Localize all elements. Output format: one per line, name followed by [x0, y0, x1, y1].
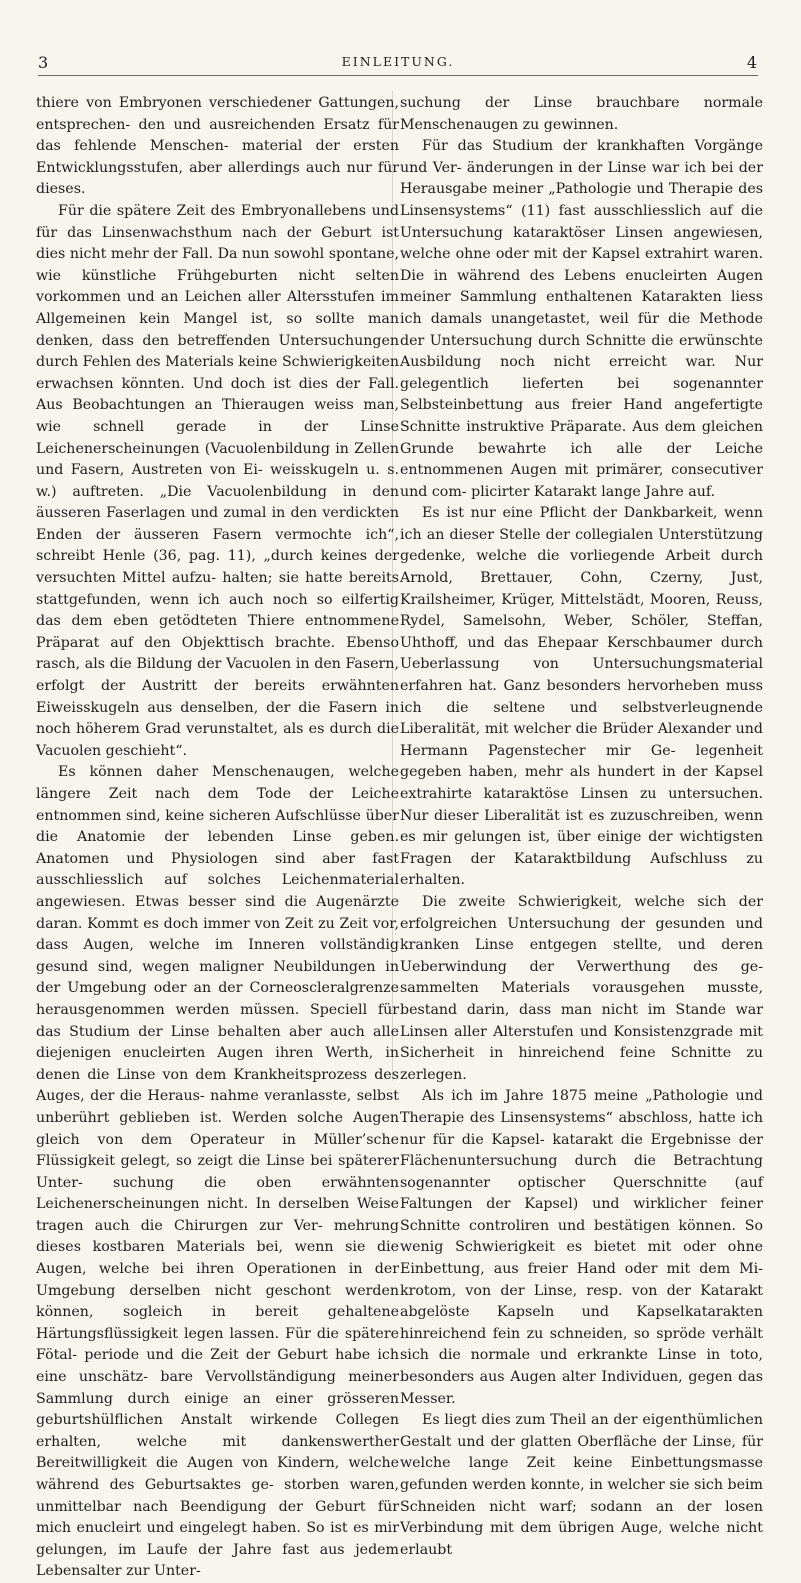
page-header [38, 53, 758, 76]
paragraph: suchung der Linse brauchbare normale Menschenaugen zu gewinnen. [400, 95, 763, 133]
paragraph: Als ich im Jahre 1875 meine „Pathologie und Therapie des Linsensystems“ abschloss, hatte ich nur für die Kapsel- katarakt die Ergebnisse der Flächenuntersuchung durch die Betrachtung sogenannter optischer Querschnitte (auf Faltungen der Kapsel) und wirklicher feiner Schnitte controliren und bestätigen können. So wenig Schwierigkeit es bietet mit oder ohne Einbettung, aus freier Hand oder mit dem Mi- krotom, von der Linse, resp. von der Katarakt abgelöste Kapseln und Kapselkatarakten hinreichend fein zu schneiden, so spröde verhält sich die normale und erkrankte Linse in toto, besonders aus Augen alter Individuen, gegen das Messer. [400, 1088, 763, 1407]
paragraph: Es liegt dies zum Theil an der eigenthümlichen Gestalt und der glatten Oberfläche der Linse, für welche lange Zeit keine Einbettungsmasse gefunden werden konnte, in welcher sie sich beim Schneiden nicht warf; sodann an der losen Verbindung mit dem übrigen Auge, welche nicht erlaubt [400, 1412, 763, 1558]
running-title: EINLEITUNG. [341, 54, 455, 69]
paragraph: Für das Studium der krankhaften Vorgänge und Ver- änderungen in der Linse war ich bei der Herausgabe meiner „Pathologie und Therapie des Linsensystems“ (11) fast ausschliesslich auf die Untersuchung kataraktöser Linsen angewiesen, welche ohne oder mit der Kapsel extrahirt waren. Die in während des Lebens enucleirten Augen meiner Sammlung enthaltenen Katarakten liess ich damals unangetastet, weil für die Methode der Untersuchung durch Schnitte die erwünschte Ausbildung noch nicht erreicht war. Nur gelegentlich lieferten bei sogenannter Selbsteinbettung aus freier Hand angefertigte Schnitte instruktive Präparate. Aus dem gleichen Grunde bewahrte ich alle der Leiche entnommenen Augen mit primärer, consecutiver und com- plicirter Katarakt lange Jahre auf. [400, 138, 763, 500]
paragraph: Für die spätere Zeit des Embryonallebens und für das Linsenwachsthum nach der Geburt ist dies nicht mehr der Fall. Da nun sowohl spontane, wie künstliche Frühgeburten nicht selten vorkommen und an Leichen aller Altersstufen im Allgemeinen kein Mangel ist, so sollte man denken, dass den betreffenden Untersuchungen durch Fehlen des Materials keine Schwierigkeiten erwachsen könnten. Und doch ist dies der Fall. Aus Beobachtungen an Thieraugen weiss man, wie schnell gerade in der Linse Leichenerscheinungen (Vacuolenbildung in Zellen und Fasern, Austreten von Ei- weisskugeln u. s. w.) auftreten. „Die Vacuolenbildung in den äusseren Faserlagen und zumal in den verdickten Enden der äusseren Fasern vermochte ich“, schreibt Henle (36, pag. 11), „durch keines der versuchten Mittel aufzu- halten; sie hatte bereits stattgefunden, wenn ich auch noch so eilfertig das dem eben getödteten Thiere entnommene Präparat auf den Objekttisch brachte. Ebenso rasch, als die Bildung der Vacuolen in den Fasern, erfolgt der Austritt der bereits erwähnten Eiweisskugeln aus denselben, der die Fasern in noch höherem Grad verunstaltet, als es durch die Vacuolen geschieht“. [36, 202, 399, 759]
paragraph: Es können daher Menschenaugen, welche längere Zeit nach dem Tode der Leiche entnommen sind, keine sicheren Aufschlüsse über die Anatomie der lebenden Linse geben. Anatomen und Physiologen sind aber fast ausschliesslich auf solches Leichenmaterial angewiesen. Etwas besser sind die Augenärzte daran. Kommt es doch immer von Zeit zu Zeit vor, dass Augen, welche im Inneren vollständig gesund sind, wegen maligner Neubildungen in der Umgebung oder an der Corneoscleralgrenze herausgenommen werden müssen. Speciell für das Studium der Linse behalten aber auch alle diejenigen enucleirten Augen ihren Werth, in denen die Linse von dem Krankheitsprozess des Auges, der die Heraus- nahme veranlasste, selbst unberührt geblieben ist. Werden solche Augen gleich von dem Operateur in Müller’sche Flüssigkeit gelegt, so zeigt die Linse bei späterer Unter- suchung die oben erwähnten Leichenerscheinungen nicht. In derselben Weise tragen auch die Chirurgen zur Ver- mehrung dieses kostbaren Materials bei, wenn sie die Augen, welche bei ihren Operationen in der Umgebung derselben nicht geschont werden können, sogleich in bereit gehaltene Härtungsflüssigkeit legen lassen. Für die spätere Fötal- periode und die Zeit der Geburt habe ich eine unschätz- bare Vervollständigung meiner Sammlung durch einige an einer grösseren geburtshülflichen Anstalt wirkende Collegen erhalten, welche mit dankenswerther Bereitwilligkeit die Augen von Kindern, welche während des Geburtsaktes ge- storben waren, unmittelbar nach Beendigung der Geburt für mich enucleirt und eingelegt haben. So ist es mir gelungen, im Laufe der Jahre fast aus jedem Lebensalter zur Unter- [36, 764, 399, 1580]
left-column [36, 93, 399, 1583]
paragraph: thiere von Embryonen verschiedener Gattungen, entsprechen- den und ausreichenden Ersatz für das fehlende Menschen- material der ersten Entwicklungsstufen, aber allerdings auch nur für dieses. [36, 95, 399, 198]
page-number-left: 3 [38, 53, 50, 72]
right-column [400, 93, 763, 1561]
paragraph: Die zweite Schwierigkeit, welche sich der erfolgreichen Untersuchung der gesunden und kranken Linse entgegen stellte, und deren Ueberwindung der Verwerthung des ge- sammelten Materials vorausgehen musste, bestand darin, dass man nicht im Stande war Linsen aller Alterstufen und Konsistenzgrade mit Sicherheit in hinreichend feine Schnitte zu zerlegen. [400, 893, 763, 1083]
page-number-right: 4 [746, 53, 758, 72]
paragraph: Es ist nur eine Pflicht der Dankbarkeit, wenn ich an dieser Stelle der collegialen Unterstützung gedenke, welche die vorliegende Arbeit durch Arnold, Brettauer, Cohn, Czerny, Just, Krailsheimer, Krüger, Mittelstädt, Mooren, Reuss, Rydel, Samelsohn, Weber, Schöler, Steffan, Uhthoff, und das Ehepaar Kerschbaumer durch Ueberlassung von Untersuchungsmaterial erfahren hat. Ganz besonders hervorheben muss ich die seltene und selbstverleugnende Liberalität, mit welcher die Brüder Alexander und Hermann Pagenstecher mir Ge- legenheit gegeben haben, mehr als hundert in der Kapsel extrahirte kataraktöse Linsen zu untersuchen. Nur dieser Liberalität ist es zuzuschreiben, wenn es mir gelungen ist, über einige der wichtigsten Fragen der Kataraktbildung Aufschluss zu erhalten. [400, 505, 763, 889]
